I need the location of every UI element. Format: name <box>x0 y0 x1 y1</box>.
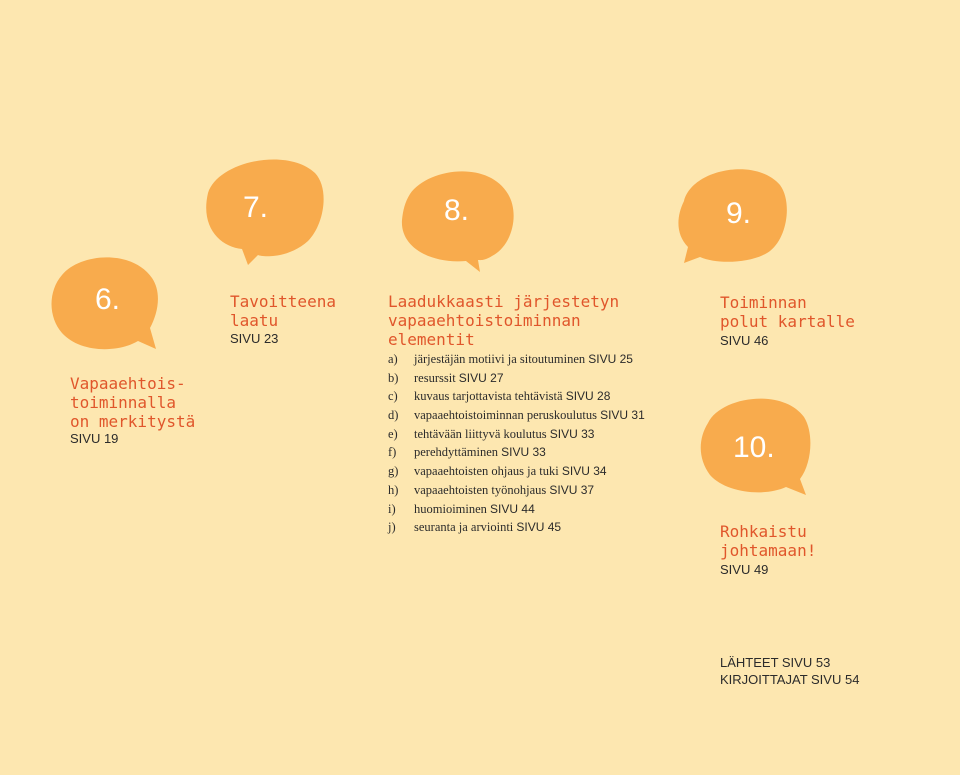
title-line: laatu <box>230 311 279 330</box>
item-page: SIVU 45 <box>516 520 562 535</box>
list-item <box>388 425 645 444</box>
list-item <box>388 500 645 519</box>
section-8-bubble <box>400 166 515 271</box>
item-letter: e) <box>388 426 398 441</box>
item-letter: g) <box>388 464 399 479</box>
item-letter: j) <box>388 520 396 535</box>
list-item <box>388 481 645 500</box>
item-page: SIVU 28 <box>565 389 611 404</box>
title-line: Vapaaehtois- <box>70 374 186 393</box>
section-8-title <box>388 292 619 349</box>
item-text: vapaaehtoistoiminnan peruskoulutus <box>414 408 597 423</box>
item-text: huomioiminen <box>414 501 487 516</box>
item-page: SIVU 44 <box>490 501 535 516</box>
title-line: toiminnalla <box>70 393 176 412</box>
list-item <box>388 462 645 481</box>
section-10-bubble <box>700 393 810 495</box>
item-page: SIVU 27 <box>458 370 504 385</box>
item-text: vapaaehtoisten työnohjaus <box>414 482 547 497</box>
title-line: Laadukkaasti järjestetyn <box>388 292 620 311</box>
item-letter: h) <box>388 482 399 497</box>
list-item <box>388 350 645 369</box>
section-7-title <box>230 292 336 330</box>
list-item <box>388 387 645 406</box>
title-line: elementit <box>388 330 475 349</box>
item-page: SIVU 33 <box>501 445 546 460</box>
item-text: perehdyttäminen <box>414 445 498 460</box>
section-7-number: 7. <box>243 191 269 224</box>
title-line: polut kartalle <box>720 312 855 331</box>
section-6-bubble <box>52 253 158 353</box>
references-authors: KIRJOITTAJAT SIVU 54 <box>720 672 860 687</box>
title-line: on merkitystä <box>70 412 196 431</box>
item-letter: b) <box>388 370 399 385</box>
section-6-title <box>70 374 195 431</box>
title-line: Rohkaistu <box>720 522 807 541</box>
list-item <box>388 369 645 388</box>
item-text: vapaaehtoisten ohjaus ja tuki <box>414 464 559 479</box>
title-line: johtamaan! <box>720 541 817 560</box>
section-8-number: 8. <box>444 194 470 227</box>
item-text: kuvaus tarjottavista tehtävistä <box>414 389 563 404</box>
section-7-bubble <box>200 155 325 265</box>
title-line: Toiminnan <box>720 293 807 312</box>
item-letter: f) <box>388 445 397 460</box>
title-line: vapaaehtoistoiminnan <box>388 311 581 330</box>
item-page: SIVU 25 <box>588 352 633 366</box>
item-letter: a) <box>388 352 398 366</box>
section-10-title <box>720 522 816 560</box>
item-letter: i) <box>388 501 396 516</box>
section-10-number: 10. <box>733 431 775 464</box>
section-6-page: SIVU 19 <box>70 431 119 446</box>
item-page: SIVU 34 <box>561 464 607 479</box>
section-7-page: SIVU 23 <box>230 331 279 346</box>
references <box>720 654 859 688</box>
item-text: järjestäjän motiivi ja sitoutuminen <box>414 352 586 366</box>
list-item <box>388 406 645 425</box>
item-letter: d) <box>388 408 399 423</box>
item-page: SIVU 31 <box>600 408 645 423</box>
references-sources: LÄHTEET SIVU 53 <box>720 655 831 670</box>
item-text: resurssit <box>414 370 456 385</box>
item-text: tehtävään liittyvä koulutus <box>414 426 547 441</box>
section-8-item-list <box>388 350 645 537</box>
section-9-number: 9. <box>726 197 752 230</box>
section-9-title <box>720 293 855 331</box>
item-letter: c) <box>388 389 398 404</box>
section-6-number: 6. <box>95 283 121 316</box>
section-9-bubble <box>678 165 788 265</box>
item-page: SIVU 33 <box>549 426 595 441</box>
item-text: seuranta ja arviointi <box>414 520 514 535</box>
item-page: SIVU 37 <box>549 482 595 497</box>
title-line: Tavoitteena <box>230 292 336 311</box>
section-9-page: SIVU 46 <box>720 333 769 348</box>
list-item <box>388 443 645 462</box>
section-10-page: SIVU 49 <box>720 562 769 577</box>
list-item <box>388 518 645 537</box>
